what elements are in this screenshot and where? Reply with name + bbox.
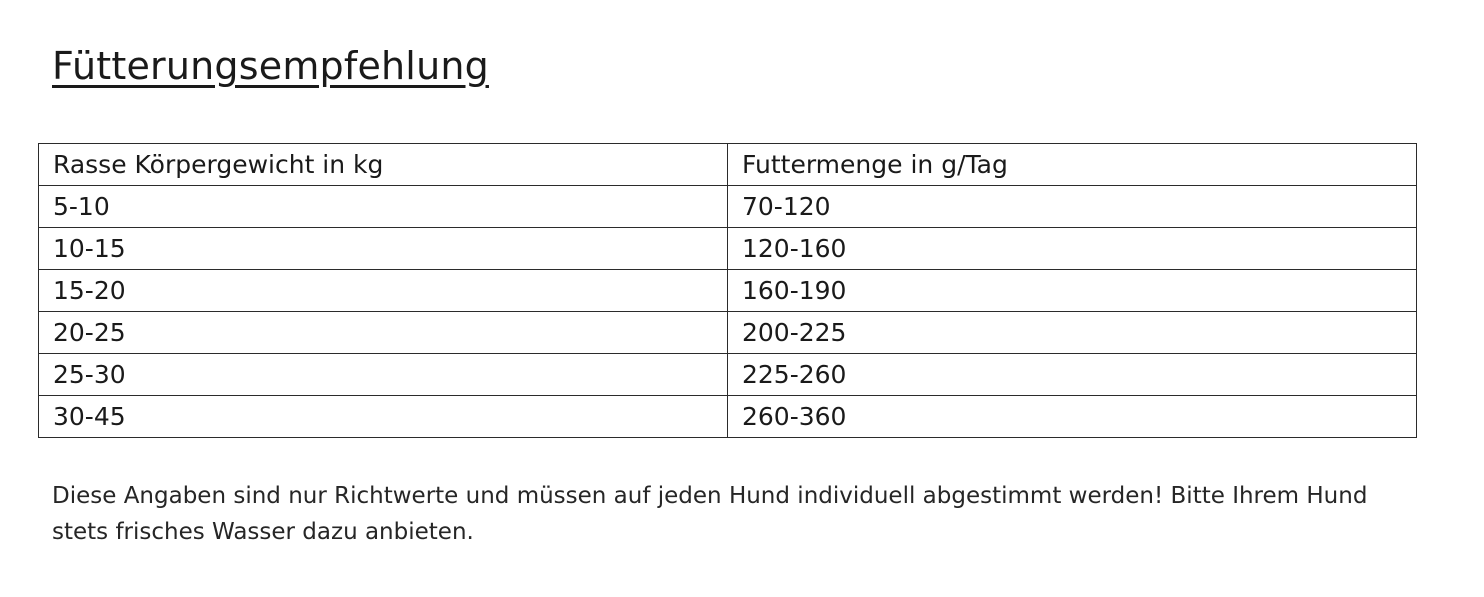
table-cell-weight: 5-10: [39, 186, 728, 228]
table-cell-amount: 260-360: [728, 396, 1417, 438]
table-row: [39, 354, 1417, 396]
table-row: [39, 186, 1417, 228]
table-row: [39, 312, 1417, 354]
table-cell-weight: 20-25: [39, 312, 728, 354]
table-header-cell-amount: Futtermenge in g/Tag: [728, 144, 1417, 186]
table-cell-amount: 225-260: [728, 354, 1417, 396]
table-cell-weight: 15-20: [39, 270, 728, 312]
table-cell-amount: 70-120: [728, 186, 1417, 228]
page-title: Fütterungsempfehlung: [52, 44, 489, 88]
table-cell-amount: 120-160: [728, 228, 1417, 270]
table-cell-weight: 10-15: [39, 228, 728, 270]
table-row: [39, 270, 1417, 312]
table-row: [39, 228, 1417, 270]
table-header-row: [39, 144, 1417, 186]
table-cell-weight: 25-30: [39, 354, 728, 396]
table-row: [39, 396, 1417, 438]
table-cell-weight: 30-45: [39, 396, 728, 438]
table-header-cell-weight: Rasse Körpergewicht in kg: [39, 144, 728, 186]
feeding-recommendation-table: [38, 143, 1417, 438]
table-cell-amount: 160-190: [728, 270, 1417, 312]
table-cell-amount: 200-225: [728, 312, 1417, 354]
disclaimer-note: Diese Angaben sind nur Richtwerte und müssen auf jeden Hund individuell abgestimmt werden! Bitte Ihrem Hund stets frisches Wasser dazu anbieten.: [52, 483, 1368, 545]
